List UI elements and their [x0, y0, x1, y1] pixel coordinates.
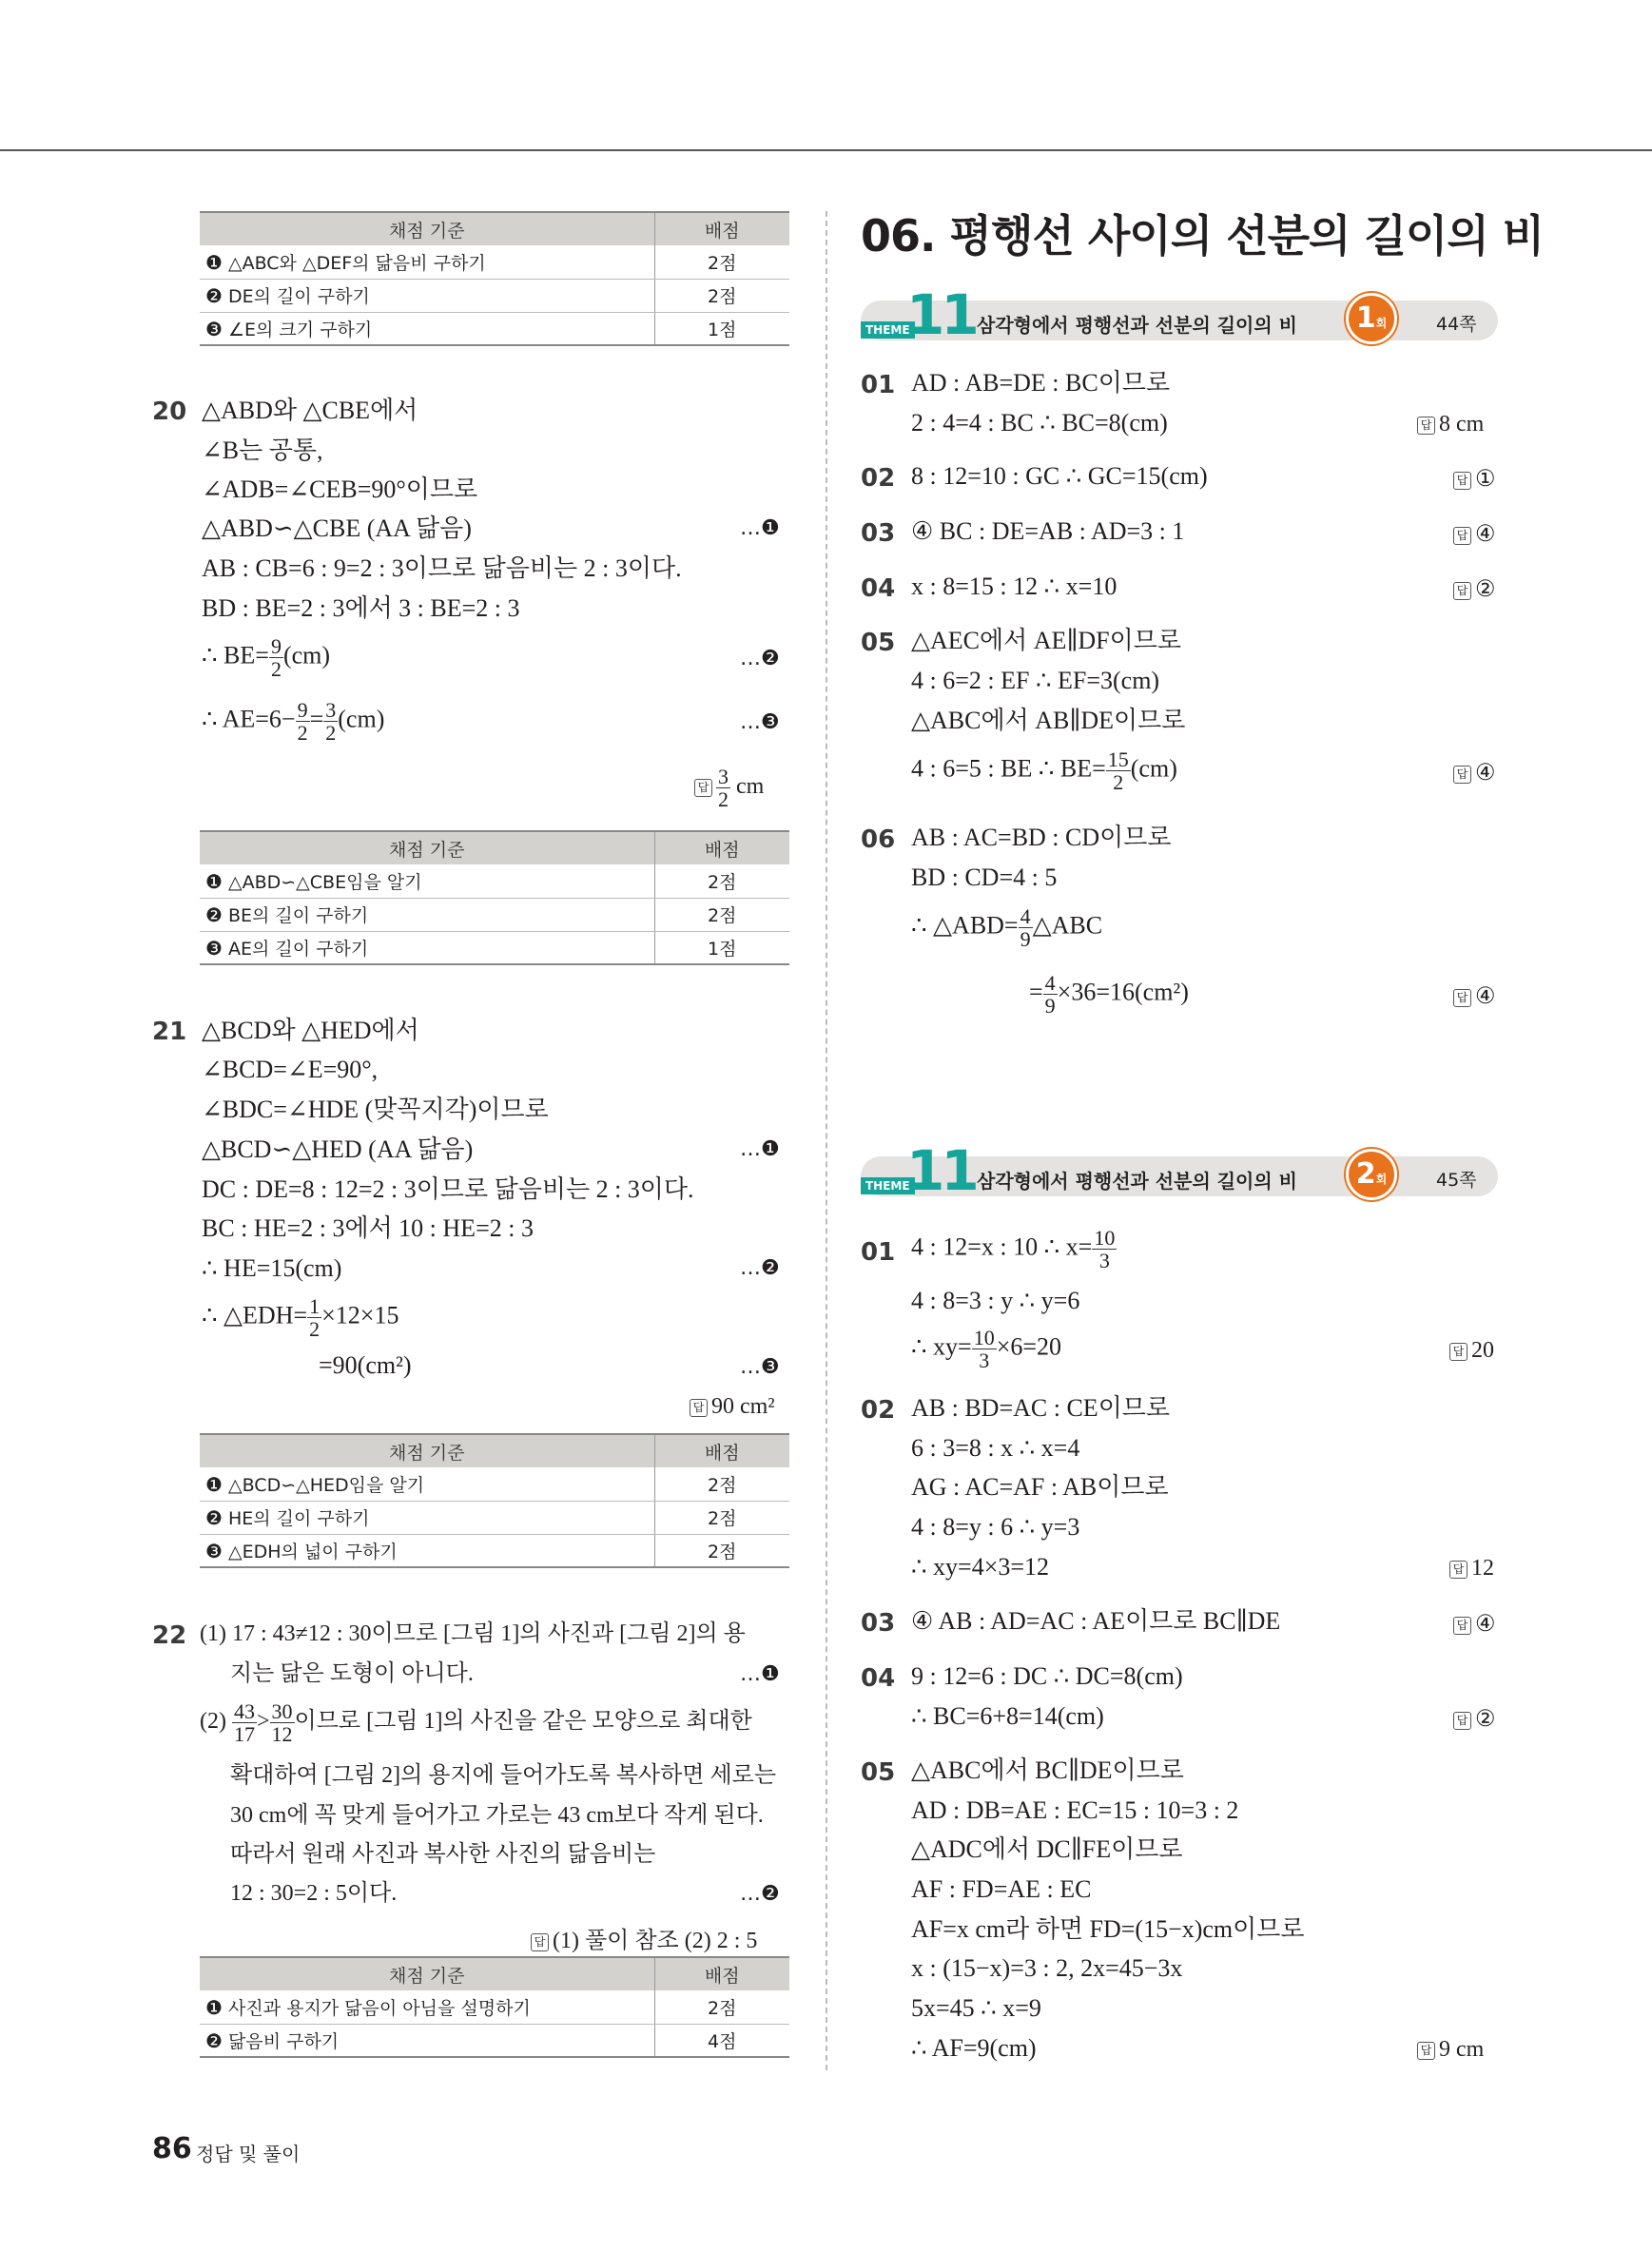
theme-page: 44쪽	[1436, 314, 1477, 335]
round-badge: 2회	[1346, 1149, 1397, 1200]
equation-line: = $\frac{4}{9}$ ×36=16(cm²)	[1029, 971, 1189, 1019]
text-line: 12 : 30=2 : 5이다.	[230, 1881, 398, 1906]
scoring-table-20: 채점 기준 배점 ❶ △ABD∽△CBE임을 알기 2점 ❷ BE의 길이 구하기 2점 ❸ AE의 길이 구하기 1점	[200, 830, 789, 965]
problem-number-21: 21	[152, 1018, 187, 1046]
table-head-criteria: 채점 기준	[200, 212, 654, 245]
table-row: ❶ △ABD∽△CBE임을 알기 2점	[200, 864, 789, 898]
text-line: DC : DE=8 : 12=2 : 3이므로 닮음비는 2 : 3이다.	[202, 1175, 694, 1203]
text-line: x : 8=15 : 12 ∴ x=10	[911, 572, 1118, 600]
item-number: 01	[861, 1238, 896, 1267]
equation-line: ∴ △ABD= $\frac{4}{9}$ △ABC	[911, 904, 1103, 952]
step-mark: …❸	[740, 1355, 780, 1379]
text-line: ∠B는 공통,	[202, 437, 323, 464]
answer: 답 $\frac{3}{2}$ cm	[694, 766, 764, 810]
text-line: 2 : 4=4 : BC ∴ BC=8(cm)	[911, 409, 1168, 437]
answer: 답 9 cm	[1417, 2037, 1484, 2063]
theme-header-2	[861, 1138, 1498, 1204]
item-number: 02	[861, 1396, 896, 1425]
problem-number-22: 22	[152, 1621, 187, 1650]
text-line: BD : CD=4 : 5	[911, 864, 1058, 891]
text-line: △ABD∽△CBE (AA 닮음)	[202, 514, 472, 542]
page-title: 06. 평행선 사이의 선분의 길이의 비	[861, 210, 1545, 262]
equation-line: ∴ △EDH= $\frac{1}{2}$ ×12×15	[202, 1294, 399, 1342]
footer-label: 정답 및 풀이	[196, 2143, 301, 2165]
equation-line: ∴ AE=6− $\frac{9}{2}$ = $\frac{3}{2}$ (cm)	[202, 698, 385, 746]
table-row: ❸ △EDH의 넓이 구하기 2점	[200, 1534, 789, 1567]
table-row: ❷ HE의 길이 구하기 2점	[200, 1501, 789, 1534]
text-line: ④ BC : DE=AB : AD=3 : 1	[911, 517, 1185, 545]
theme-title: 삼각형에서 평행선과 선분의 길이의 비	[977, 314, 1297, 337]
item-number: 04	[861, 1664, 896, 1693]
step-mark: …❶	[740, 1662, 780, 1686]
table-row: ❷ BE의 길이 구하기 2점	[200, 898, 789, 931]
answer: 답 (1) 풀이 참조 (2) 2 : 5	[531, 1921, 757, 1954]
text-line: ∴ BC=6+8=14(cm)	[911, 1702, 1104, 1730]
text-line: △AEC에서 AE∥DF이므로	[911, 627, 1181, 654]
item-number: 05	[861, 1758, 896, 1787]
step-mark: …❶	[740, 516, 780, 540]
item-number: 02	[861, 464, 896, 493]
scoring-table-21: 채점 기준 배점 ❶ △BCD∽△HED임을 알기 2점 ❷ HE의 길이 구하기 2점 ❸ △EDH의 넓이 구하기 2점	[200, 1433, 789, 1568]
text-line: BC : HE=2 : 3에서 10 : HE=2 : 3	[202, 1214, 534, 1242]
equation-line: 4 : 6=5 : BE ∴ BE= $\frac{15}{2}$ (cm)	[911, 747, 1177, 795]
item-number: 05	[861, 629, 896, 657]
step-mark: …❶	[740, 1137, 780, 1161]
text-line: AB : CB=6 : 9=2 : 3이므로 닮음비는 2 : 3이다.	[202, 554, 682, 582]
answer: 답 ④	[1453, 759, 1496, 786]
text-line: 따라서 원래 사진과 복사한 사진의 닮음비는	[230, 1842, 656, 1867]
step-mark: …❷	[740, 1256, 780, 1280]
item-number: 01	[861, 371, 896, 399]
scoring-table-19	[200, 211, 789, 346]
answer-icon: 답	[531, 1933, 549, 1951]
step-mark: …❷	[740, 1882, 780, 1906]
table-head-points: 배점	[654, 212, 789, 245]
theme-label: THEME	[861, 321, 915, 339]
text-line: 8 : 12=10 : GC ∴ GC=15(cm)	[911, 462, 1208, 490]
text-line: (1) 17 : 43≠12 : 30이므로 [그림 1]의 사진과 [그림 2]의 용	[200, 1621, 746, 1646]
answer: 답 ①	[1453, 465, 1496, 493]
text-line: 9 : 12=6 : DC ∴ DC=8(cm)	[911, 1662, 1183, 1690]
text-line: AF : FD=AE : EC	[911, 1875, 1092, 1903]
round-badge: 1회	[1346, 293, 1397, 344]
text-line: AB : AC=BD : CD이므로	[911, 824, 1172, 851]
answer: 답 8 cm	[1417, 412, 1484, 437]
problem-number-20: 20	[152, 398, 187, 426]
text-line: 5x=45 ∴ x=9	[911, 1994, 1041, 2022]
text-line: 확대하여 [그림 2]의 용지에 들어가도록 복사하면 세로는	[230, 1763, 777, 1788]
text-line: △ABC에서 BC∥DE이므로	[911, 1756, 1184, 1784]
scoring-table-22: 채점 기준 배점 ❶ 사진과 용지가 닮음이 아님을 설명하기 2점 ❷ 닮음비 구하기 4점	[200, 1956, 789, 2058]
step-mark: …❸	[740, 710, 780, 734]
item-number: 03	[861, 1609, 896, 1638]
item-number: 04	[861, 574, 896, 603]
text-line: △BCD∽△HED (AA 닮음)	[202, 1135, 474, 1163]
table-row: ❶ △BCD∽△HED임을 알기 2점	[200, 1467, 789, 1501]
text-line: AF=x cm라 하면 FD=(15−x)cm이므로	[911, 1915, 1305, 1943]
text-line: ∴ xy=4×3=12	[911, 1553, 1050, 1581]
equation-line: ∴ BE= $\frac{9}{2}$ (cm)	[202, 634, 331, 682]
equation-line: 4 : 12=x : 10 ∴ x= $\frac{10}{3}$	[911, 1226, 1116, 1273]
theme-page: 45쪽	[1436, 1170, 1477, 1191]
theme-label: THEME	[861, 1177, 915, 1194]
text-line: ∠BDC=∠HDE (맞꼭지각)이므로	[202, 1096, 549, 1123]
text-line: 4 : 6=2 : EF ∴ EF=3(cm)	[911, 667, 1160, 694]
column-divider	[826, 211, 827, 2070]
text-line: ∴ HE=15(cm)	[202, 1254, 342, 1282]
fraction: $\frac{9}{2}$	[297, 698, 308, 746]
text-line: △ADC에서 DC∥FE이므로	[911, 1835, 1183, 1863]
fraction: $\frac{9}{2}$	[270, 634, 282, 682]
item-number: 06	[861, 825, 896, 854]
step-mark: …❷	[740, 647, 780, 670]
text-line: x : (15−x)=3 : 2, 2x=45−3x	[911, 1954, 1183, 1982]
answer-icon: 답	[694, 779, 712, 797]
answer: 답 90 cm²	[690, 1394, 775, 1420]
theme-number: 11	[906, 282, 976, 347]
table-row: ❷ DE의 길이 구하기 2점	[200, 279, 789, 312]
text-line: △ABD와 △CBE에서	[202, 397, 418, 424]
theme-title: 삼각형에서 평행선과 선분의 길이의 비	[977, 1170, 1297, 1193]
text-line: ∴ AF=9(cm)	[911, 2034, 1037, 2062]
answer: 답 20	[1449, 1338, 1494, 1364]
answer: 답 ②	[1453, 1705, 1496, 1733]
text-line: 6 : 3=8 : x ∴ x=4	[911, 1434, 1080, 1462]
text-line: 4 : 8=3 : y ∴ y=6	[911, 1287, 1080, 1314]
text-line: AD : AB=DE : BC이므로	[911, 369, 1171, 397]
page-number: 86	[152, 2132, 192, 2165]
theme-header-1	[861, 282, 1498, 348]
text-line: =90(cm²)	[319, 1351, 412, 1379]
equation-line: ∴ xy= $\frac{10}{3}$ ×6=20	[911, 1326, 1062, 1373]
table-row: ❸ AE의 길이 구하기 1점	[200, 931, 789, 964]
text-line: AG : AC=AF : AB이므로	[911, 1473, 1169, 1501]
answer: 답 ④	[1453, 520, 1496, 548]
table-row: ❸ ∠E의 크기 구하기 1점	[200, 312, 789, 345]
text-line: △ABC에서 AB∥DE이므로	[911, 707, 1186, 734]
equation-line: (2) $\frac{43}{17}$ > $\frac{30}{12}$ 이므로 [그림 1]의 사진을 같은 모양으로 최대한	[200, 1699, 752, 1747]
answer: 답 12	[1449, 1556, 1494, 1582]
item-number: 03	[861, 519, 896, 548]
answer: 답 ④	[1453, 1610, 1496, 1638]
text-line: BD : BE=2 : 3에서 3 : BE=2 : 3	[202, 594, 520, 622]
theme-number: 11	[906, 1138, 976, 1203]
top-rule	[0, 149, 1652, 151]
text-line: AB : BD=AC : CE이므로	[911, 1394, 1171, 1422]
text-line: AD : DB=AE : EC=15 : 10=3 : 2	[911, 1796, 1239, 1824]
text-line: ∠ADB=∠CEB=90°이므로	[202, 475, 478, 503]
text-line: 30 cm에 꼭 맞게 들어가고 가로는 43 cm보다 작게 된다.	[230, 1803, 764, 1828]
text-line: ④ AB : AD=AC : AE이므로 BC∥DE	[911, 1607, 1281, 1635]
text-line: △BCD와 △HED에서	[202, 1017, 419, 1044]
table-row: ❶ 사진과 용지가 닮음이 아님을 설명하기 2점	[200, 1990, 789, 2024]
answer: 답 ④	[1453, 982, 1496, 1010]
text-line: 4 : 8=y : 6 ∴ y=3	[911, 1513, 1080, 1541]
fraction: $\frac{3}{2}$	[325, 698, 337, 746]
answer: 답 ②	[1453, 575, 1496, 603]
table-row: ❷ 닮음비 구하기 4점	[200, 2024, 789, 2057]
text-line: 지는 닮은 도형이 아니다.	[230, 1661, 474, 1686]
table-row: ❶ △ABC와 △DEF의 닮음비 구하기 2점	[200, 245, 789, 279]
answer-icon: 답	[690, 1399, 708, 1417]
text-line: ∠BCD=∠E=90°,	[202, 1056, 379, 1083]
